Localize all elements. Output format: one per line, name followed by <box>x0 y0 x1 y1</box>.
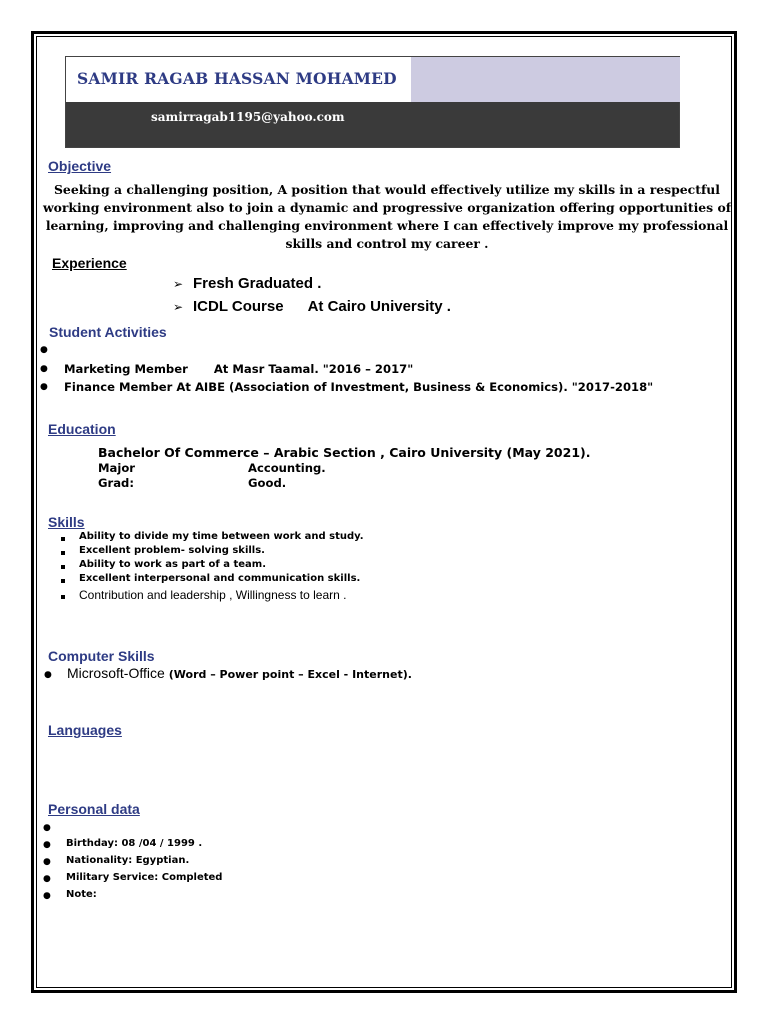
skill-item: Ability to divide my time between work and study. <box>79 531 364 542</box>
square-bullet-icon <box>61 537 65 541</box>
header-box <box>65 56 680 148</box>
grad-value: Good. <box>248 476 287 490</box>
skill-item: Excellent interpersonal and communication skills. <box>79 573 361 584</box>
square-bullet-icon <box>61 551 65 555</box>
experience-heading: Experience <box>52 255 127 271</box>
bullet-icon: ● <box>44 670 52 680</box>
arrow-bullet-icon: ➢ <box>173 300 184 314</box>
candidate-name: SAMIR RAGAB HASSAN MOHAMED <box>77 69 397 88</box>
major-value: Accounting. <box>248 461 326 475</box>
objective-heading: Objective <box>48 158 112 174</box>
experience-item: ➢ ICDL Course At Cairo University . <box>173 298 451 315</box>
personal-item-note: Note: <box>66 889 97 900</box>
personal-item-nationality: Nationality: Egyptian. <box>66 855 190 866</box>
bullet-icon: ● <box>40 345 48 355</box>
bullet-icon: ● <box>43 874 51 884</box>
header-accent-block <box>411 57 680 102</box>
email-address: samirragab1195@yahoo.com <box>151 110 345 124</box>
square-bullet-icon <box>61 565 65 569</box>
activity-item: Finance Member At AIBE (Association of Investment, Business & Economics). "2017-2018" <box>64 380 654 394</box>
degree-line: Bachelor Of Commerce – Arabic Section , Cairo University (May 2021). <box>98 445 591 460</box>
experience-item: ➢ Fresh Graduated . <box>173 275 322 292</box>
skill-item: Contribution and leadership , Willingness to learn . <box>79 588 347 602</box>
grad-label: Grad: <box>98 476 134 490</box>
bullet-icon: ● <box>43 840 51 850</box>
skills-heading: Skills <box>48 514 85 530</box>
activity-item: Marketing Member At Masr Taamal. "2016 – 2017" <box>64 362 414 376</box>
bullet-icon: ● <box>43 891 51 901</box>
languages-heading: Languages <box>48 722 122 738</box>
bullet-icon: ● <box>43 857 51 867</box>
bullet-icon: ● <box>40 382 48 392</box>
personal-item-birthday: Birthday: 08 /04 / 1999 . <box>66 838 203 849</box>
student-activities-heading: Student Activities <box>49 324 167 340</box>
computer-skill-item: Microsoft-Office (Word – Power point – Excel - Internet). <box>67 665 412 681</box>
major-label: Major <box>98 461 136 475</box>
square-bullet-icon <box>61 595 65 599</box>
bullet-icon: ● <box>43 823 51 833</box>
bullet-icon: ● <box>40 364 48 374</box>
objective-text: Seeking a challenging position, A position that would effectively utilize my skills in a respectful working environment also to join a dynamic and progressive organization offering opportunities of learning, improving and challenging environment where I can effectively improve my professional skills and control my career . <box>42 182 732 251</box>
header-contact-bar <box>66 102 679 147</box>
computer-skills-heading: Computer Skills <box>48 648 155 664</box>
education-heading: Education <box>48 421 116 437</box>
skill-item: Ability to work as part of a team. <box>79 559 267 570</box>
personal-data-heading: Personal data <box>48 801 140 817</box>
skill-item: Excellent problem- solving skills. <box>79 545 265 556</box>
arrow-bullet-icon: ➢ <box>173 277 184 291</box>
square-bullet-icon <box>61 579 65 583</box>
personal-item-military: Military Service: Completed <box>66 872 223 883</box>
